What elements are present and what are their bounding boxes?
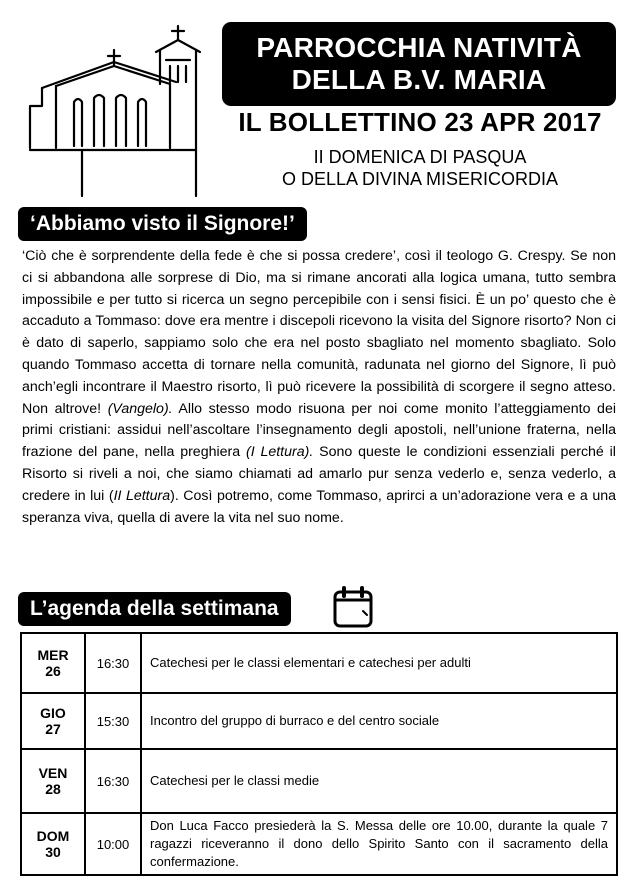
article-body <box>22 246 616 529</box>
agenda-row <box>21 693 617 749</box>
agenda-table <box>20 632 618 876</box>
agenda-title: L’agenda della settimana <box>18 592 291 626</box>
agenda-day: MER <box>37 647 69 663</box>
first-reading-reference: (I Lettura). <box>245 444 314 461</box>
sunday-line-2: O DELLA DIVINA MISERICORDIA <box>281 169 559 189</box>
agenda-date: 30 <box>45 844 61 860</box>
sunday-subtitle <box>232 146 608 190</box>
agenda-time: 16:30 <box>85 633 141 693</box>
agenda-time: 15:30 <box>85 693 141 749</box>
agenda-time: 10:00 <box>85 813 141 875</box>
calendar-icon <box>332 585 374 629</box>
gospel-reference: (Vangelo). <box>107 400 173 417</box>
article-text-2: Allo stesso modo risuona per noi come monito l’atteggiamento dei primi cristiani: assidui nell’ascoltare l’insegnamento degli apostoli, nell’unione fraterna, nella frazione del pane, nella preghiera <box>22 400 616 461</box>
agenda-description: Catechesi per le classi elementari e catechesi per adulti <box>141 633 617 693</box>
agenda-date: 26 <box>45 663 61 679</box>
agenda-row <box>21 633 617 693</box>
agenda-day-cell <box>21 693 85 749</box>
agenda-day-cell <box>21 633 85 693</box>
agenda-date: 27 <box>45 721 61 737</box>
agenda-day-cell <box>21 749 85 813</box>
agenda-day: VEN <box>38 765 68 781</box>
article-text-1: ‘Ciò che è sorprendente della fede è che si possa credere’, così il teologo G. Crespy. Se non ci si abbandona alle sorprese di Dio, ma si rimane ancorati alla logica umana, tutto sembra impossibile e per tutto si ricerca un segno percepibile con i sensi fisici. È un po’ questo che è accaduto a Tommaso: dove era mentre i discepoli ricevono la visita del Signore risorto? Non ci è dato di saperlo, sappiamo solo che era nel posto sbagliato nel momento sbagliato. Solo quando Tommaso accetta di tornare nella comunità, radunata nel giorno del Signore, lì può anch’egli incontrare il Maestro risorto, lì può ricevere la possibilità di scorgere il segno atteso. Non altrove! <box>22 248 616 417</box>
second-reading-reference: II Lettura <box>113 487 171 504</box>
agenda-description: Don Luca Facco presiederà la S. Messa delle ore 10.00, durante la quale 7 ragazzi riceveranno il dono dello Spirito Santo con il sacramento della confermazione. <box>141 813 617 875</box>
agenda-description: Incontro del gruppo di burraco e del centro sociale <box>141 693 617 749</box>
article-title: ‘Abbiamo visto il Signore!’ <box>18 207 307 241</box>
agenda-date: 28 <box>45 781 61 797</box>
church-logo-icon <box>28 20 208 200</box>
article-text-4: ). Così potremo, come Tommaso, aprirci a un’adorazione vera e a una speranza viva, quella di avere la vita nel suo nome. <box>22 487 616 526</box>
agenda-day-cell <box>21 813 85 875</box>
agenda-row <box>21 749 617 813</box>
bulletin-title: IL BOLLETTINO 23 APR 2017 <box>238 107 602 137</box>
parish-name-line-2: DELLA B.V. MARIA <box>291 64 547 95</box>
agenda-time: 16:30 <box>85 749 141 813</box>
parish-name-line-1: PARROCCHIA NATIVITÀ <box>256 32 582 63</box>
article-text-3: Sono queste le condizioni essenziali perché il Risorto si riveli a noi, che siamo chiamati ad amarlo pur senza vederlo e, senza vederlo, a credere in lui ( <box>22 444 616 504</box>
sunday-line-1: II DOMENICA DI PASQUA <box>313 147 527 167</box>
agenda-day: GIO <box>40 705 66 721</box>
agenda-row <box>21 813 617 875</box>
agenda-day: DOM <box>36 828 70 844</box>
parish-name-banner <box>222 22 616 106</box>
agenda-description: Catechesi per le classi medie <box>141 749 617 813</box>
